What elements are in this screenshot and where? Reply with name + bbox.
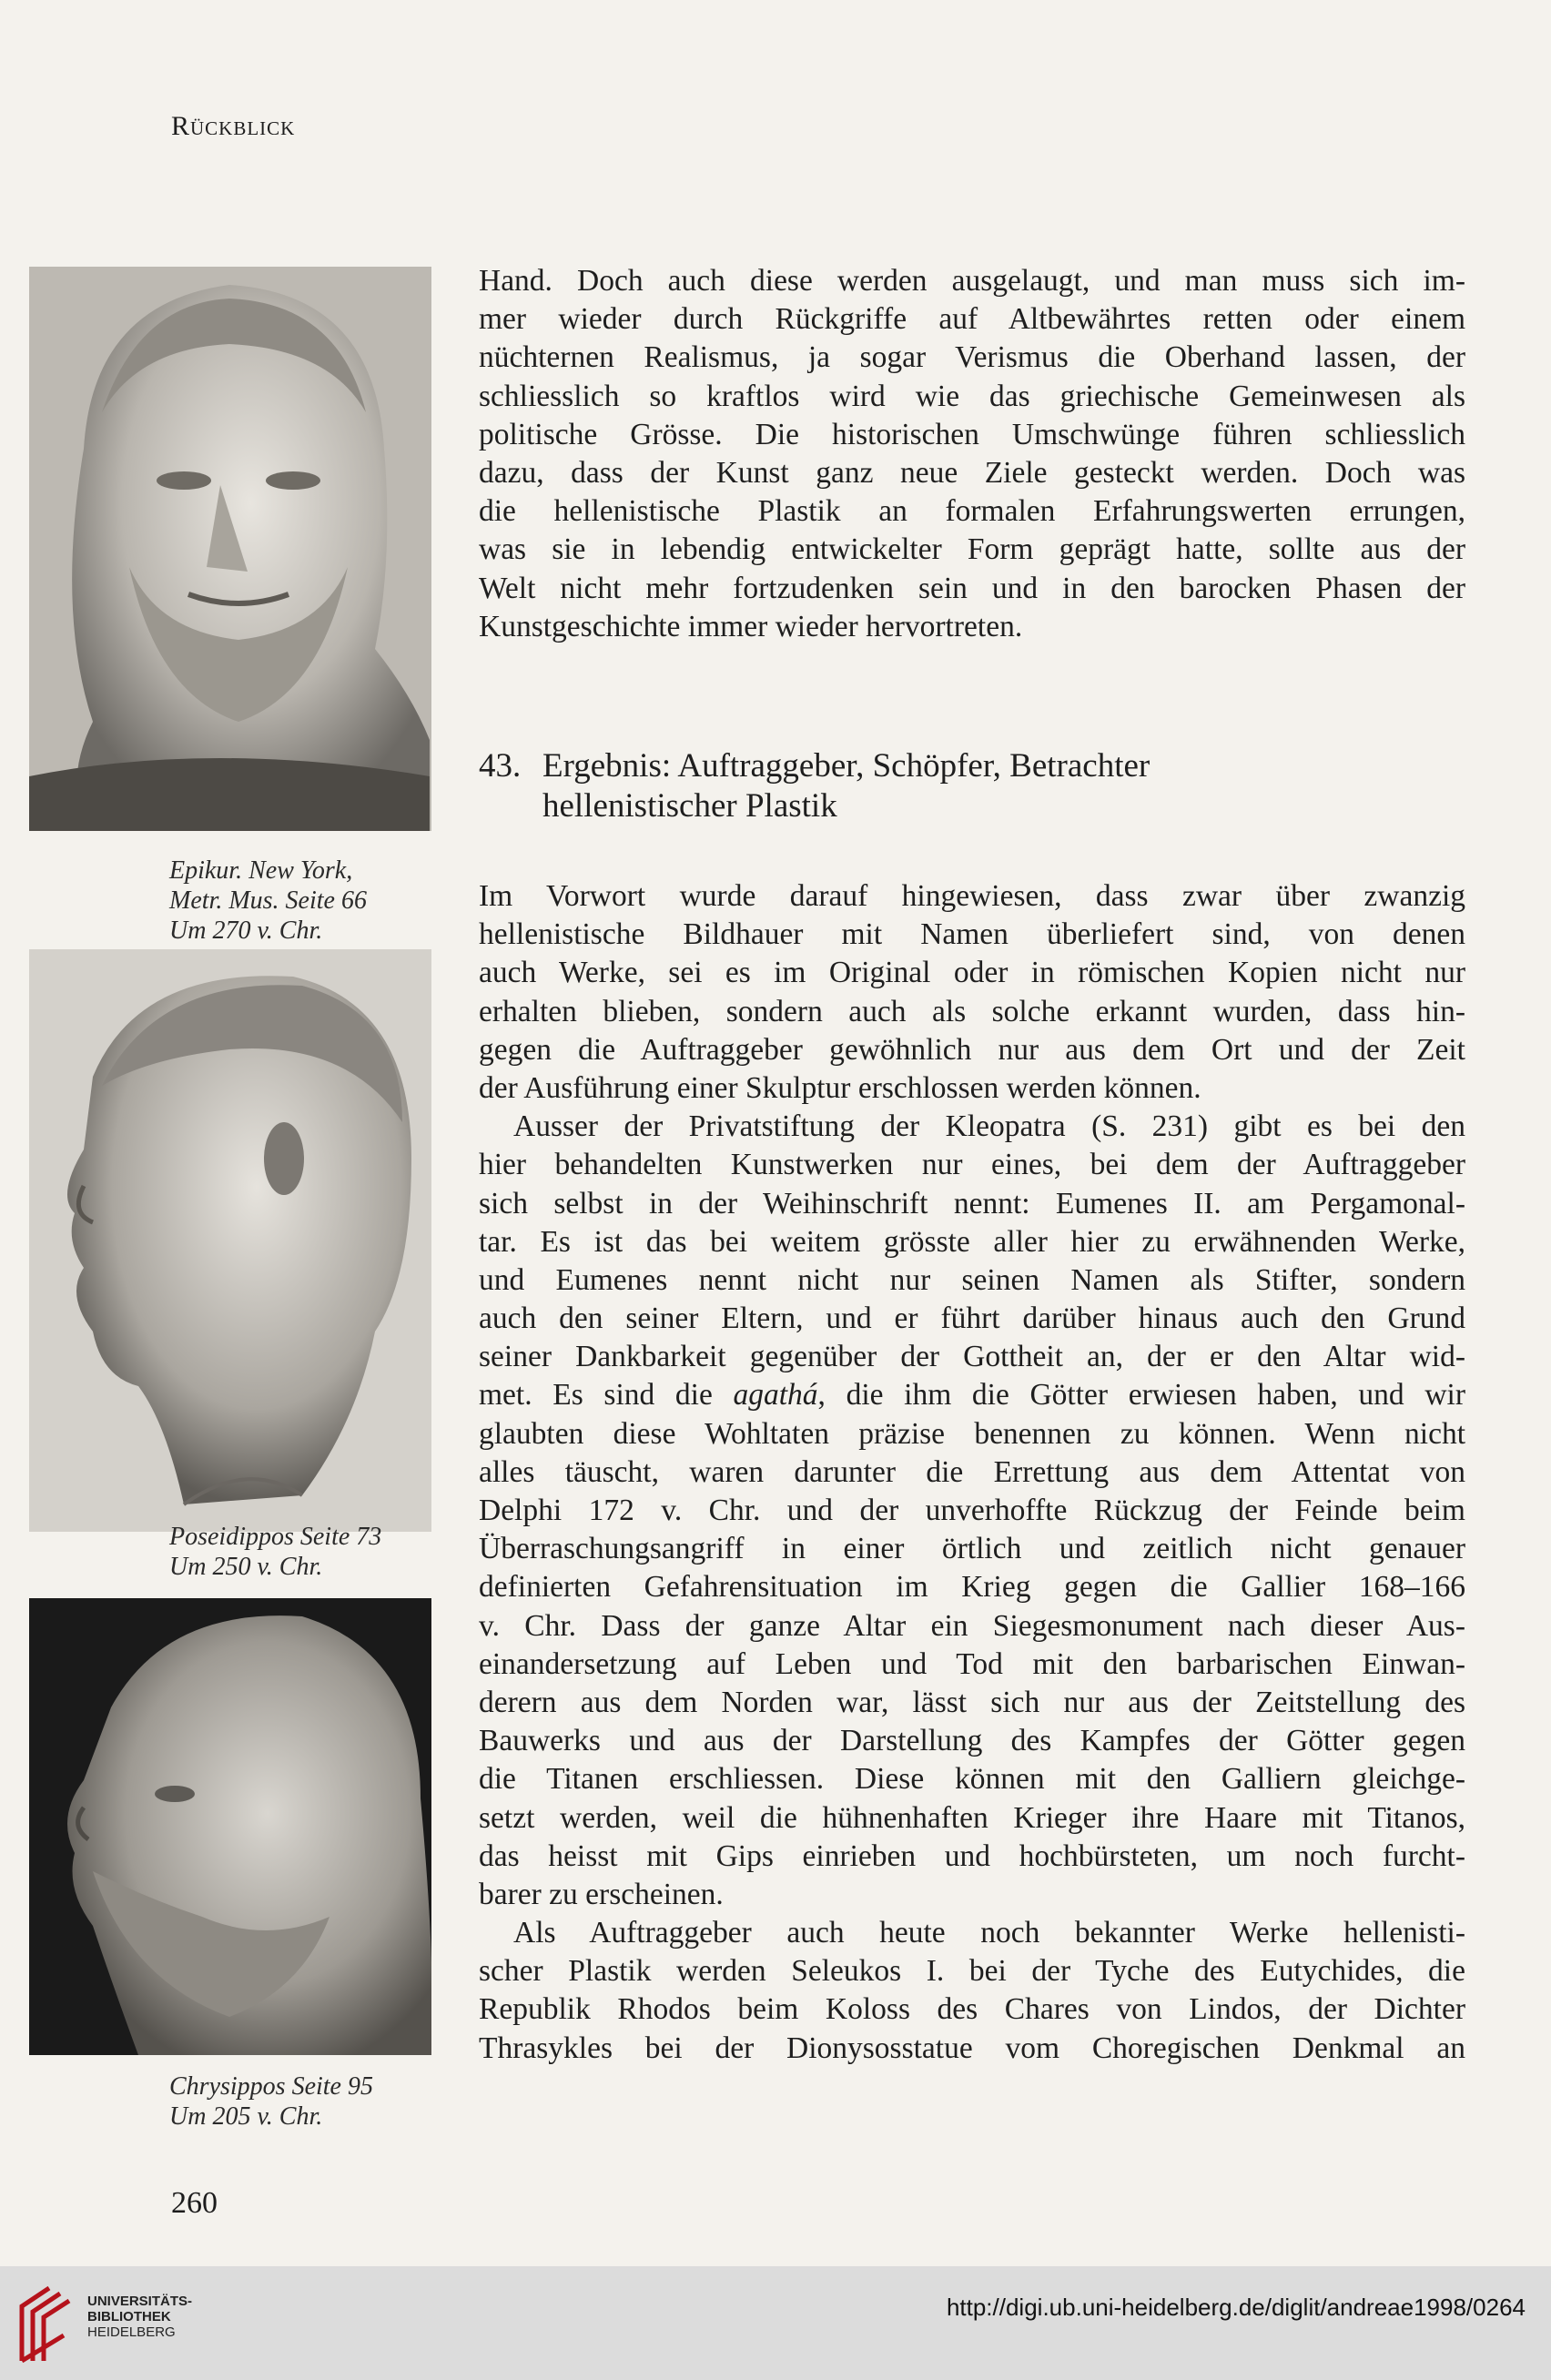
figure-chrysippos-photo xyxy=(29,1598,431,2055)
figure-poseidippos-photo xyxy=(29,949,431,1532)
university-library-logo-text: UNIVERSITÄTS- BIBLIOTHEK HEIDELBERG xyxy=(87,2294,193,2340)
figure-poseidippos-caption: Poseidippos Seite 73 Um 250 v. Chr. xyxy=(169,1523,382,1581)
page-number: 260 xyxy=(171,2186,218,2220)
running-head: Rückblick xyxy=(171,111,296,141)
body-text: Im Vorwort wurde darauf hingewiesen, dass zwar über zwanzig hellenistische Bildhauer mit Namen überliefert sind, von denen auch Werke, sei es im Original oder in römischen Kopien nicht nur erhalten blieben, sondern auch als solche erkannt wurden, dass hin- gegen die Auftraggeber gewöhnlich nur aus dem Ort und der Zeit der Ausführung einer Skulptur erschlossen werden können. Ausser der Privatstiftung der Kleopatra (S. 231) gibt es bei den hier behandelten Kunstwerken nur eines, bei dem der Auftraggeber sich selbst in der Weihinschrift nennt: Eumenes II. am Pergamonal- tar. Es ist das bei weitem grösste aller hier zu erwähnenden Werke, und Eumenes nennt nicht nur seinen Namen als Stifter, sondern auch den seiner Eltern, und er führt darüber hinaus auch den Grund seiner Dankbarkeit gegenüber der Gottheit an, der er den Altar wid- met. Es sind die agathá, die ihm die Götter erwiesen haben, und wir glaubten diese Wohltaten präzise benennen zu können. Wenn nicht alles täuscht, waren darunter die Errettung aus dem Attentat von Delphi 172 v. Chr. und der unverhoffte Rückzug der Feinde beim Überraschungsangriff in einer örtlich und zeitlich nicht genauer definierten Gefahrensituation im Krieg gegen die Gallier 168–166 v. Chr. Dass der ganze Altar ein Siegesmonument nach dieser Aus- einandersetzung auf Leben und Tod mit den barbarischen Einwan- derern aus dem Norden war, lässt sich nur aus der Zeitstellung des Bauwerks und aus der Darstellung des Kampfes der Götter gegen die Titanen erschliessen. Diese können mit den Galliern gleichge- setzt werden, weil die hühnenhaften Krieger ihre Haare mit Titanos, das heisst mit Gips einrieben und hochbürsteten, um noch furcht- barer zu erscheinen. Als Auftraggeber auch heute noch bekannter Werke hellenisti- scher Plastik werden Seleukos I. bei der Tyche des Eutychides, die Republik Rhodos beim Koloss des Chares von Lindos, der Dichter Thrasykles bei der Dionysosstatue vom Choregischen Denkmal an xyxy=(479,879,1465,2065)
figure-chrysippos-caption: Chrysippos Seite 95 Um 205 v. Chr. xyxy=(169,2072,373,2131)
intro-paragraph: Hand. Doch auch diese werden ausgelaugt, und man muss sich im- mer wieder durch Rückgriffe auf Altbewährtes retten oder einem nüchternen Realismus, ja sogar Verismus die Oberhand lassen, der schliesslich so kraftlos wird wie das griechische Gemeinwesen als politische Grösse. Die historischen Umschwünge führen schliesslich dazu, dass der Kunst ganz neue Ziele gesteckt werden. Doch was die hellenistische Plastik an formalen Erfahrungswerten errungen, was sie in lebendig entwickelter Form geprägt hatte, sollte aus der Welt nicht mehr fortzudenken sein und in den barocken Phasen der Kunstgeschichte immer wieder hervortreten. xyxy=(479,264,1465,643)
permalink-url[interactable]: http://digi.ub.uni-heidelberg.de/diglit/andreae1998/0264 xyxy=(946,2294,1526,2321)
university-library-logo-icon xyxy=(9,2279,82,2375)
digitization-footer xyxy=(0,2266,1551,2380)
section-number: 43. xyxy=(479,747,522,785)
section-heading xyxy=(479,746,1465,826)
figure-epikur-photo xyxy=(29,267,431,831)
figure-epikur-caption: Epikur. New York, Metr. Mus. Seite 66 Um 270 v. Chr. xyxy=(169,856,367,945)
section-title-line1: Ergebnis: Auftraggeber, Schöpfer, Betrachter xyxy=(542,747,1151,785)
section-title-line2: hellenistischer Plastik xyxy=(542,787,837,825)
